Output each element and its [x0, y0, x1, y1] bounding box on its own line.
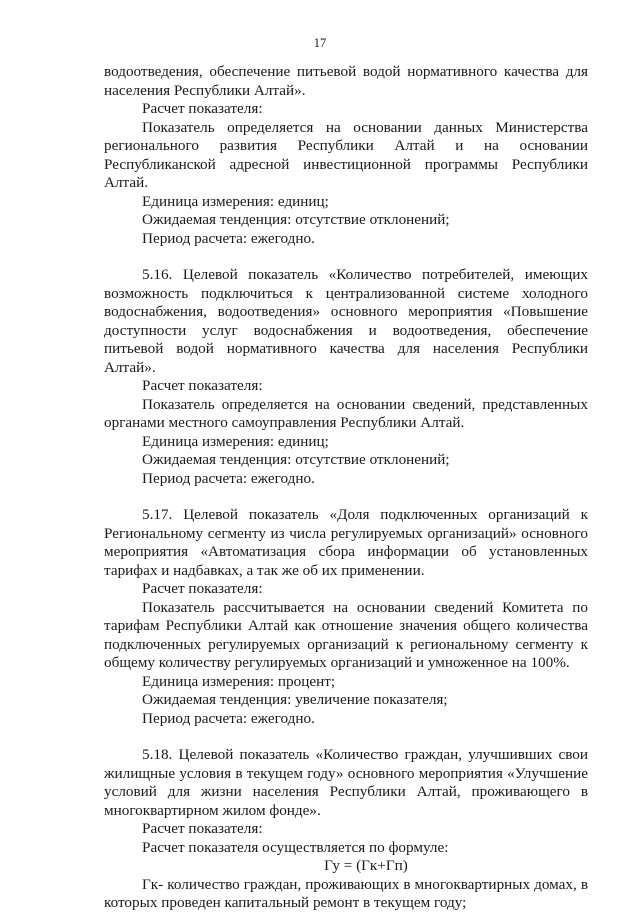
paragraph: Ожидаемая тенденция: отсутствие отклонений;	[142, 211, 450, 228]
paragraph: Показатель определяется на основании данных Министерства регионального развития Республики Алтай и на основании Республиканской адресной инвестиционной программы Республики Алтай.	[104, 118, 588, 191]
paragraph: 5.18. Целевой показатель «Количество граждан, улучшивших свои жилищные условия в текущем году» основного мероприятия «Улучшение условий для жизни населения Республики Алтай, проживающего в многоквартирном жилом фонде».	[104, 746, 588, 819]
paragraph: Ожидаемая тенденция: отсутствие отклонений;	[142, 451, 450, 468]
page-number: 17	[313, 36, 327, 50]
paragraph: Расчет показателя:	[142, 377, 263, 394]
paragraph: Единица измерения: единиц;	[142, 192, 329, 210]
paragraph: Расчет показателя осуществляется по формуле:	[142, 838, 449, 856]
formula: Гу = (Гк+Гп)	[324, 857, 408, 874]
paragraph: Период расчета: ежегодно.	[142, 709, 315, 727]
paragraph: Гк- количество граждан, проживающих в многоквартирных домах, в которых проведен капитальный ремонт в текущем году;	[104, 875, 588, 911]
paragraph: 5.17. Целевой показатель «Доля подключенных организаций к Региональному сегменту из числа регулируемых организаций» основного мероприятия «Автоматизация сбора информации об установленных тарифах и надбавках, а так же об их применении.	[104, 506, 588, 579]
paragraph: Расчет показателя:	[142, 820, 263, 837]
paragraph: водоотведения, обеспечение питьевой водой нормативного качества для населения Республики Алтай».	[104, 63, 588, 99]
paragraph: Ожидаемая тенденция: увеличение показателя;	[142, 691, 448, 708]
paragraph: Период расчета: ежегодно.	[142, 469, 315, 487]
paragraph: Показатель определяется на основании сведений, представленных органами местного самоуправления Республики Алтай.	[104, 395, 588, 431]
paragraph: Расчет показателя:	[142, 100, 263, 117]
paragraph: Период расчета: ежегодно.	[142, 229, 315, 247]
paragraph: Расчет показателя:	[142, 580, 263, 597]
paragraph: Единица измерения: единиц;	[142, 432, 329, 450]
paragraph: 5.16. Целевой показатель «Количество потребителей, имеющих возможность подключиться к централизованной системе холодного водоснабжения, водоотведения» основного мероприятия «Повышение доступности услуг водоснабжения и водоотведения, обеспечение питьевой водой нормативного качества для населения Республики Алтай».	[104, 266, 588, 376]
paragraph: Показатель рассчитывается на основании сведений Комитета по тарифам Республики Алтай как отношение значения общего количества подключенных регулируемых организаций к региональному сегменту к общему количеству регулируемых организаций и умноженное на 100%.	[104, 598, 588, 671]
paragraph: Единица измерения: процент;	[142, 672, 336, 690]
document-body	[104, 63, 588, 913]
